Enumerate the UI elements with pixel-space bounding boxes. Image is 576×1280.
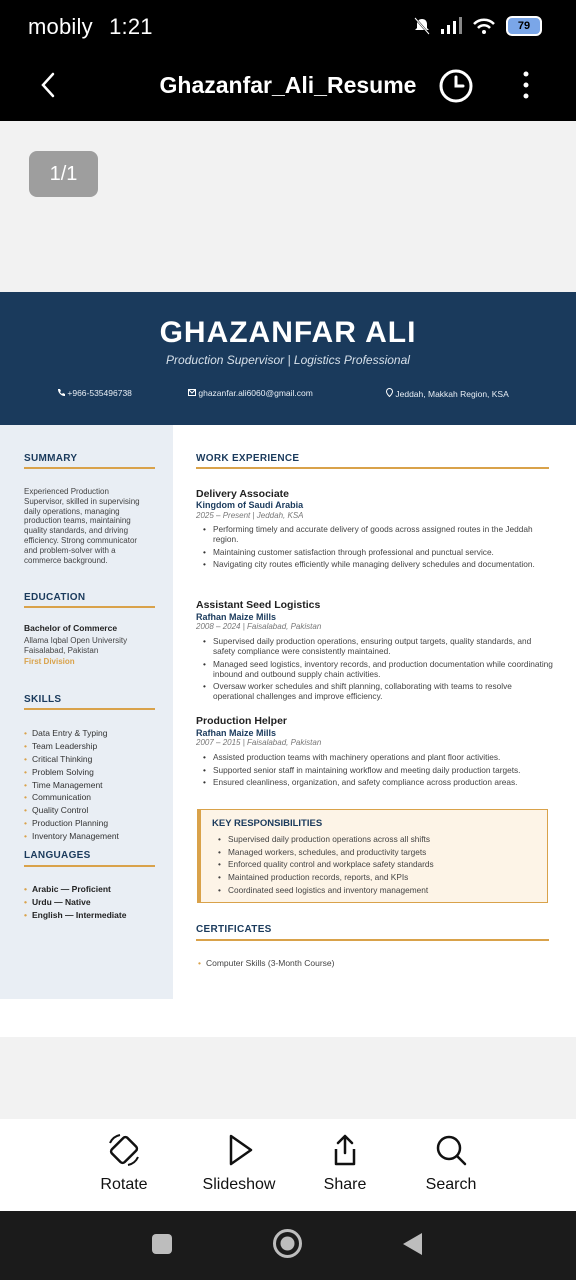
key-responsibilities-box xyxy=(197,809,548,903)
email-text: ghazanfar.ali6060@gmail.com xyxy=(198,388,313,398)
job-company: Rafhan Maize Mills xyxy=(196,612,277,622)
location-text: Jeddah, Makkah Region, KSA xyxy=(395,389,509,399)
phone-icon xyxy=(57,388,65,396)
status-bar xyxy=(0,0,576,55)
resume-name: GHAZANFAR ALI xyxy=(159,316,417,349)
job-bullet: • Oversaw worker schedules and shift planning, collaborating with teams to resolve operational challenges and improve efficiency. xyxy=(203,681,553,701)
location-contact xyxy=(386,388,509,399)
mail-icon xyxy=(188,389,196,396)
play-icon xyxy=(221,1133,257,1167)
language-item: • Arabic — Proficient xyxy=(24,884,111,894)
job-bullet: • Performing timely and accurate delivery of goods across assigned routes in the Jeddah region. xyxy=(203,524,553,544)
summary-text xyxy=(24,487,140,565)
recent-apps-icon[interactable] xyxy=(150,1232,174,1256)
division: First Division xyxy=(24,657,75,666)
job-bullet: • Maintaining customer satisfaction through professional and punctual service. xyxy=(203,547,553,557)
job-bullet: • Supported senior staff in maintaining workflow and meeting daily production targets. xyxy=(203,765,553,775)
status-icons xyxy=(414,16,542,36)
skill-item: • Time Management xyxy=(24,780,103,790)
language-item: • Urdu — Native xyxy=(24,897,91,907)
email-contact xyxy=(188,388,313,398)
share-button[interactable] xyxy=(295,1133,395,1194)
slideshow-label: Slideshow xyxy=(202,1176,276,1193)
university: Allama Iqbal Open University xyxy=(24,636,128,645)
signal-icon xyxy=(440,17,462,35)
bottom-toolbar xyxy=(0,1119,576,1211)
rotate-button[interactable] xyxy=(74,1133,174,1194)
job-bullet: • Assisted production teams with machinery operations and plant floor activities. xyxy=(203,752,553,762)
job-company: Rafhan Maize Mills xyxy=(196,728,277,738)
home-icon[interactable] xyxy=(272,1228,303,1259)
history-clock-icon[interactable] xyxy=(438,68,474,104)
more-options-icon[interactable] xyxy=(516,69,536,101)
job-title: Delivery Associate xyxy=(196,488,289,500)
summary-line: daily operations, managing xyxy=(24,506,120,516)
slideshow-button[interactable] xyxy=(189,1133,289,1194)
resume-header xyxy=(0,292,576,425)
wifi-icon xyxy=(472,17,496,35)
job-bullet: • Navigating city routes efficiently while managing delivery schedules and documentation. xyxy=(203,559,553,569)
skill-item: • Critical Thinking xyxy=(24,754,92,764)
university-location: Faisalabad, Pakistan xyxy=(24,646,99,655)
skills-heading: SKILLS xyxy=(24,694,62,705)
certificates-rule xyxy=(196,939,549,941)
key-item: • Enforced quality control and workplace safety standards xyxy=(218,859,434,869)
document-title: Ghazanfar_Ali_Resume xyxy=(159,72,417,98)
education-heading: EDUCATION xyxy=(24,592,86,603)
degree: Bachelor of Commerce xyxy=(24,623,118,633)
skill-item: • Inventory Management xyxy=(24,831,119,841)
summary-line: production teams, maintaining xyxy=(24,516,131,526)
search-icon xyxy=(433,1133,469,1167)
location-pin-icon xyxy=(386,388,393,397)
languages-rule xyxy=(24,865,155,867)
job-bullet: • Managed seed logistics, inventory records, and production documentation while coordinating inbound and outbound supply chain activities. xyxy=(203,659,553,679)
share-icon xyxy=(327,1133,363,1167)
share-label: Share xyxy=(323,1176,367,1193)
job-meta: 2008 – 2024 | Faisalabad, Pakistan xyxy=(196,622,322,631)
job-title: Production Helper xyxy=(196,715,288,727)
summary-line: efficiency. Strong communicator xyxy=(24,535,138,545)
mute-bell-icon xyxy=(414,17,430,35)
summary-line: quality standards, and driving xyxy=(24,526,129,536)
key-responsibilities-heading: KEY RESPONSIBILITIES xyxy=(212,818,323,829)
resume-page xyxy=(0,292,576,1037)
job-bullet: • Supervised daily production operations, ensuring output targets, quality standards, and safety compliance were consistently maintained. xyxy=(203,636,553,656)
skill-item: • Production Planning xyxy=(24,818,108,828)
languages-heading: LANGUAGES xyxy=(24,850,91,861)
job-company: Kingdom of Saudi Arabia xyxy=(196,500,304,510)
summary-rule xyxy=(24,467,155,469)
skill-item: • Data Entry & Typing xyxy=(24,728,107,738)
battery-indicator: 79 xyxy=(506,16,542,36)
certificates-heading: CERTIFICATES xyxy=(196,924,272,935)
experience-heading: WORK EXPERIENCE xyxy=(196,453,300,464)
search-label: Search xyxy=(425,1176,477,1193)
search-button[interactable] xyxy=(401,1133,501,1194)
back-triangle-icon[interactable] xyxy=(400,1231,424,1257)
education-rule xyxy=(24,606,155,608)
key-item: • Managed workers, schedules, and productivity targets xyxy=(218,847,426,857)
resume-subtitle: Production Supervisor | Logistics Professional xyxy=(166,353,410,367)
skill-item: • Problem Solving xyxy=(24,767,94,777)
skill-item: • Team Leadership xyxy=(24,741,97,751)
clock: 1:21 xyxy=(109,14,153,39)
summary-line: Experienced Production xyxy=(24,487,109,496)
carrier-name: mobily xyxy=(28,14,93,39)
rotate-label: Rotate xyxy=(100,1176,148,1193)
key-item: • Coordinated seed logistics and inventory management xyxy=(218,885,428,895)
job-meta: 2007 – 2015 | Faisalabad, Pakistan xyxy=(196,738,322,747)
certificate-item: • Computer Skills (3-Month Course) xyxy=(198,958,334,968)
experience-rule xyxy=(196,467,549,469)
rotate-icon xyxy=(106,1133,142,1167)
key-item: • Maintained production records, reports, and KPIs xyxy=(218,872,408,882)
phone-contact xyxy=(57,388,132,398)
status-left xyxy=(28,14,163,40)
skill-item: • Communication xyxy=(24,792,91,802)
system-navigation-bar xyxy=(0,1211,576,1280)
document-viewer[interactable] xyxy=(0,121,576,1119)
skills-rule xyxy=(24,708,155,710)
summary-line: commerce background. xyxy=(24,555,108,565)
job-bullet: • Ensured cleanliness, organization, and safety compliance across production areas. xyxy=(203,777,553,787)
skill-item: • Quality Control xyxy=(24,805,88,815)
language-item: • English — Intermediate xyxy=(24,910,126,920)
job-meta: 2025 – Present | Jeddah, KSA xyxy=(196,511,304,520)
summary-heading: SUMMARY xyxy=(24,453,78,464)
key-item: • Supervised daily production operations across all shifts xyxy=(218,834,430,844)
summary-line: Supervisor, skilled in supervising xyxy=(24,496,140,506)
summary-line: and problem-solver with a xyxy=(24,545,116,555)
app-bar xyxy=(0,55,576,121)
page-indicator: 1/1 xyxy=(29,151,98,197)
job-title: Assistant Seed Logistics xyxy=(196,599,321,611)
phone-text: +966-535496738 xyxy=(67,388,132,398)
